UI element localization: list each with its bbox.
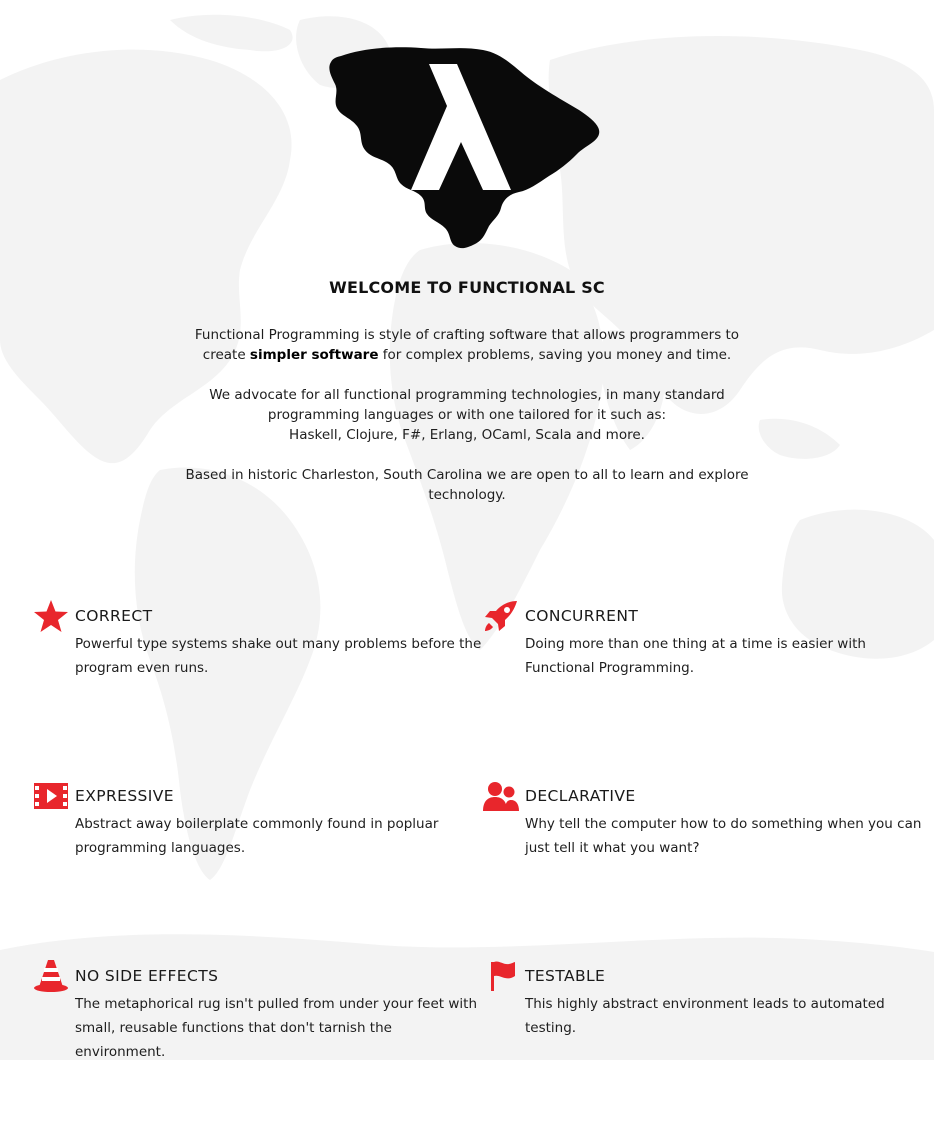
feature-description: Doing more than one thing at a time is easier with Functional Programming. — [525, 636, 866, 676]
star-icon — [33, 599, 69, 633]
feature-correct — [75, 606, 495, 680]
feature-title: CORRECT — [75, 607, 153, 625]
film-play-icon — [33, 779, 69, 813]
feature-title: DECLARATIVE — [525, 787, 636, 805]
feature-no-side-effects — [75, 966, 495, 1064]
traffic-cone-icon — [33, 959, 69, 993]
feature-head — [525, 606, 934, 630]
feature-description: This highly abstract environment leads to automated testing. — [525, 996, 885, 1036]
intro-paragraph-2 — [180, 385, 754, 445]
feature-concurrent — [525, 606, 934, 680]
feature-title: TESTABLE — [525, 967, 606, 985]
intro-paragraph-1 — [180, 325, 754, 365]
feature-head — [525, 966, 934, 990]
intro-p1-start: Functional Programming is style of crafting software that allows programmers to create — [194, 327, 740, 363]
feature-title: NO SIDE EFFECTS — [75, 967, 219, 985]
feature-expressive — [75, 786, 495, 860]
feature-head — [75, 606, 495, 630]
feature-title: CONCURRENT — [525, 607, 639, 625]
intro-p1-highlight: simpler software — [249, 347, 379, 363]
page-title: WELCOME TO FUNCTIONAL SC — [329, 278, 605, 297]
feature-title: EXPRESSIVE — [75, 787, 174, 805]
feature-description: Why tell the computer how to do something when you can just tell it what you want? — [525, 816, 922, 856]
rocket-icon — [483, 599, 519, 633]
feature-head — [75, 786, 495, 810]
functional-sc-logo — [323, 42, 603, 254]
feature-declarative — [525, 786, 934, 860]
feature-testable — [525, 966, 934, 1040]
intro-p2-line1: We advocate for all functional programming technologies, in many standard programming languages or with one tailored for it such as: — [209, 387, 725, 423]
intro-p1-end: for complex problems, saving you money and time. — [378, 347, 732, 363]
feature-head — [75, 966, 495, 990]
users-icon — [483, 779, 519, 813]
feature-head — [525, 786, 934, 810]
intro-text — [180, 325, 754, 525]
intro-paragraph-3: Based in historic Charleston, South Carolina we are open to all to learn and explore technology. — [185, 467, 749, 503]
feature-description: Powerful type systems shake out many problems before the program even runs. — [75, 636, 482, 676]
feature-description: The metaphorical rug isn't pulled from under your feet with small, reusable functions that don't tarnish the environment. — [75, 996, 478, 1060]
flag-icon — [483, 959, 519, 993]
intro-p2-languages: Haskell, Clojure, F#, Erlang, OCaml, Scala and more. — [289, 427, 645, 443]
feature-description: Abstract away boilerplate commonly found in popluar programming languages. — [75, 816, 439, 856]
